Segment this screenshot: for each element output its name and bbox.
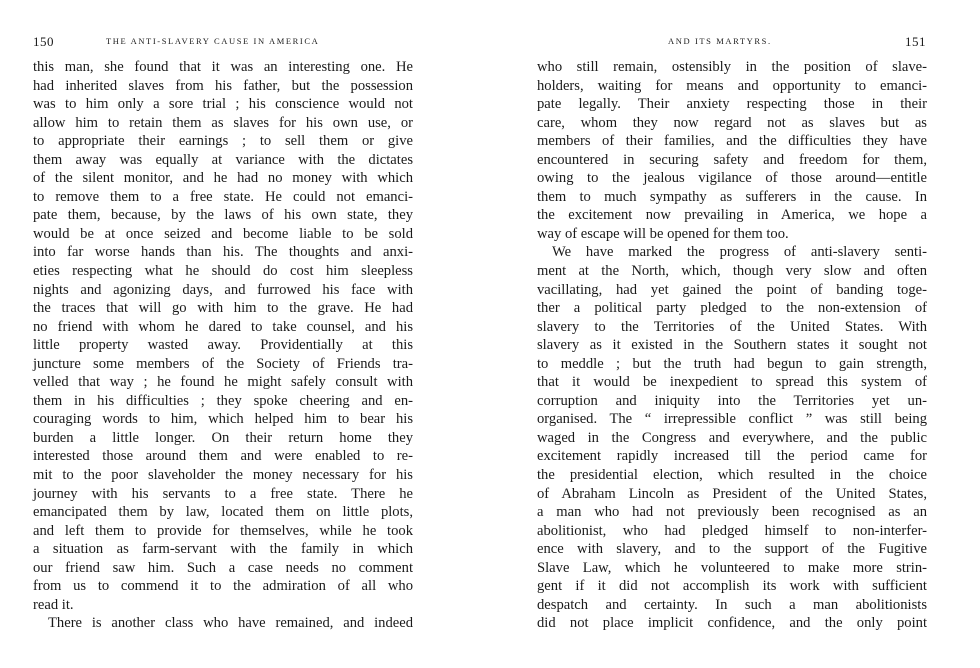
text-line: ence with slavery, and to the support of the Fugitive [537,541,927,558]
text-line: juncture some members of the Society of Friends tra- [33,355,413,372]
text-line: from us to commend it to the admiration of all who [33,578,413,595]
text-line: emancipated them by law, located them on little plots, [33,504,413,521]
text-line: nights and agonizing days, and furrowed his face with [33,281,413,298]
paragraph-end-line: way of escape will be opened for them too. [537,225,789,242]
text-line: into far worse hands than his. The thoughts and anxi- [33,244,413,261]
right-page [490,0,980,668]
text-line: the traces that will go with him to the grave. He had [33,300,413,317]
text-line: eties respecting what he should do cost him sleepless [33,263,413,280]
right-running-head: AND ITS MARTYRS. [668,36,772,46]
text-line: ther a political party pledged to the non-extension of [537,300,927,317]
text-line: care, whom they now regard not as slaves but as [537,114,927,131]
text-line: despatch and certainty. In such a man abolitionists [537,596,927,613]
text-line: corruption and iniquity into the Territories yet un- [537,392,927,409]
text-line: interested those around them and were enabled to re- [33,448,413,465]
text-line: excitement rapidly increased till the period came for [537,448,927,465]
text-line: slavery to the Territories of the United States. With [537,318,927,335]
text-line: of Abraham Lincoln as President of the United States, [537,485,927,502]
text-line: encountered in securing safety and freedom for them, [537,151,927,168]
text-line: owing to the jealous vigilance of those around—entitle [537,170,927,187]
text-line: to appropriate their earnings ; to sell them or give [33,133,413,150]
text-line: who still remain, ostensibly in the position of slave- [537,59,927,75]
text-line: allow him to retain them as slaves for his own use, or [33,114,413,131]
text-line: the presidential election, which resulted in the choice [537,467,927,484]
left-page-header [0,34,490,50]
text-line: vacillating, had yet gained the point of banding toge- [537,281,927,298]
text-line: them away was equally at variance with the dictates [33,151,413,168]
text-line: slavery as it existed in the Southern states it sought not [537,337,927,354]
text-line: them to much sympathy as sufferers in the cause. In [537,188,927,205]
left-running-head: THE ANTI-SLAVERY CAUSE IN AMERICA [106,36,320,46]
text-line: abolitionist, who had pledged himself to non-interfer- [537,522,927,539]
text-line: this man, she found that it was an interesting one. He [33,59,413,75]
text-line: had inherited slaves from his father, but the possession [33,77,413,94]
text-line: organised. The “ irrepressible conflict ” was still being [537,411,927,428]
text-line: of the silent monitor, and he had no money with which [33,170,413,187]
text-line: members of their families, and the difficulties they have [537,133,927,150]
text-line: pate them, because, by the laws of his own state, they [33,207,413,224]
text-line: ment at the North, which, though very slow and often [537,263,927,280]
text-line: gent if it did not accomplish its work with sufficient [537,578,927,595]
text-line: couraging words to him, which helped him to bear his [33,411,413,428]
left-page-text [33,58,413,633]
text-line: mit to the poor slaveholder the money necessary for his [33,467,413,484]
right-page-text [537,58,927,633]
paragraph-end-line: read it. [33,596,74,613]
text-line: a situation as farm-servant with the family in which [33,541,413,558]
right-page-number: 151 [905,34,926,49]
text-line: little property wasted away. Providentially at this [33,337,413,354]
text-line: holders, waiting for means and opportunity to emanci- [537,77,927,94]
text-line: them in his difficulties ; they spoke cheering and en- [33,392,413,409]
text-line: journey with his servants to a free state. There he [33,485,413,502]
text-line: that it would be inexpedient to spread this system of [537,374,927,391]
paragraph-start-line: There is another class who have remained, and indeed [48,615,413,632]
text-line: was to him only a sore trial ; his conscience would not [33,96,413,113]
text-line: and left them to provide for themselves, while he took [33,522,413,539]
text-line: to meddle ; but the truth had begun to gain strength, [537,355,927,372]
text-line: burden a little longer. On their return home they [33,429,413,446]
text-line: to remove them to a free state. He could not emanci- [33,188,413,205]
text-line: would be at once seized and become liable to be sold [33,225,413,242]
text-line: waged in the Congress and everywhere, and the public [537,429,927,446]
text-line: did not place implicit confidence, and the only point [537,615,927,632]
text-line: pate legally. Their anxiety respecting those in their [537,96,927,113]
text-line: Slave Law, which he volunteered to make more strin- [537,559,927,576]
text-line: the excitement now prevailing in America, we hope a [537,207,927,224]
right-page-header [490,34,980,50]
text-line: no friend with whom he dared to take counsel, and his [33,318,413,335]
text-line: our friend saw him. Such a case needs no comment [33,559,413,576]
paragraph-start-line: We have marked the progress of anti-slavery senti- [552,244,927,261]
text-line: velled that way ; he found he might safely consult with [33,374,413,391]
text-line: a man who had not previously been recognised as an [537,504,927,521]
left-page-number: 150 [33,34,54,49]
